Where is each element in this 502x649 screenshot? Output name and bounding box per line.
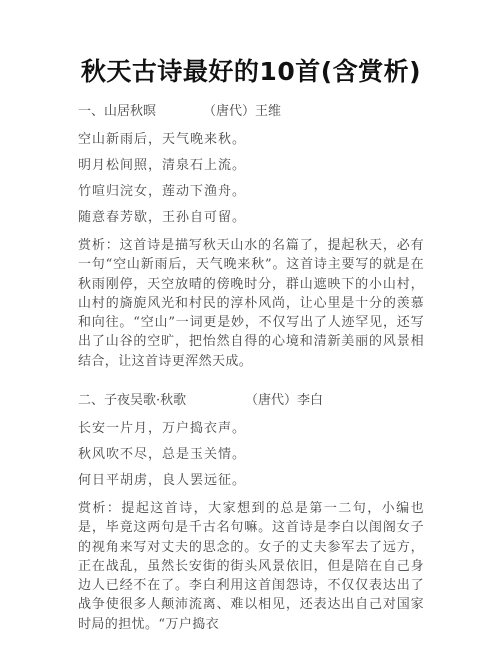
poem-line: 何日平胡虏，良人罢远征。	[78, 473, 247, 488]
page-title: 秋天古诗最好的10首(含赏析)	[80, 57, 422, 86]
poem-heading	[78, 103, 282, 121]
poem-line: 明月松间照，清泉石上流。	[78, 158, 247, 173]
poem-line: 随意春芳歇，王孙自可留。	[78, 210, 247, 225]
poem-dynasty-author: （唐代）李白	[245, 393, 324, 408]
appreciation-paragraph: 赏析：这首诗是描写秋天山水的名篇了，提起秋天，必有一句“空山新雨后，天气晚来秋”。这首诗主要写的就是在秋雨刚停，天空放晴的傍晚时分，群山遮映下的小山村，山村的旖旎风光和村民的淳朴风尚，让心里是十分的羡慕和向往。“空山”一词更是妙，不仅写出了人迹罕见，还写出了山谷的空旷，把怡然自得的心境和清新美丽的风景相结合，让这首诗更浑然天成。	[78, 238, 424, 369]
poem-line: 竹喧归浣女，莲动下渔舟。	[78, 184, 247, 199]
poem-line: 秋风吹不尽，总是玉关情。	[78, 447, 247, 462]
poem-title: 二、子夜吴歌·秋歌	[78, 393, 187, 408]
poem-heading	[78, 392, 324, 410]
appreciation-paragraph: 赏析：提起这首诗，大家想到的总是第一二句，小编也是，毕竟这两句是千古名句嘛。这首诗是李白以闺阁女子的视角来写对丈夫的思念的。女子的丈夫参军去了远方，正在战乱，虽然长安街的街头风景依旧，但是陪在自己身边人已经不在了。李白利用这首闺怨诗，不仅仅表达出了战争使很多人颠沛流离、难以相见，还表达出自己对国家时局的担忧。“万户捣衣	[78, 501, 424, 632]
poem-line: 空山新雨后，天气晚来秋。	[78, 132, 247, 147]
poem-dynasty-author: （唐代）王维	[203, 104, 282, 119]
poem-title: 一、山居秋暝	[78, 104, 157, 119]
poem-line: 长安一片月，万户捣衣声。	[78, 421, 247, 436]
